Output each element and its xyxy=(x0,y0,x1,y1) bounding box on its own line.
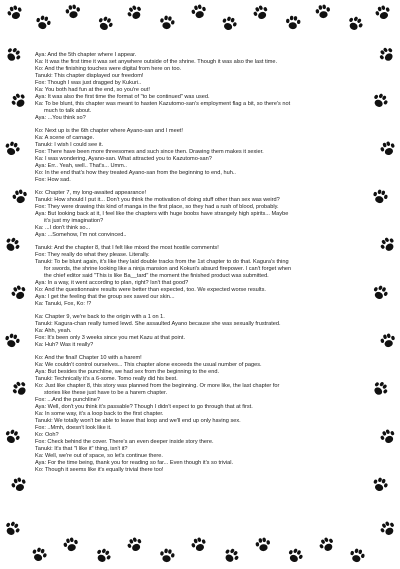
dialogue-line: Tanuki: Kagura-chan really turned lewd. She assaulted Ayano because she was sexually frustrated. xyxy=(35,321,281,327)
dialogue-line-continuation: stories like these just have to be a harem chapter. xyxy=(44,390,168,396)
paw-print-icon xyxy=(346,545,368,567)
paw-print-icon xyxy=(367,376,392,401)
dialogue-line: Aya: ...Somehow, I'm not convinced.. xyxy=(35,232,127,238)
dialogue-line: Fox: ..Mmh, doesn't look like it. xyxy=(35,425,112,431)
paw-print-icon xyxy=(315,533,340,558)
dialogue-line: Ka: ...I don't think so... xyxy=(35,225,91,231)
paw-print-icon xyxy=(0,425,24,449)
paw-print-icon xyxy=(157,13,178,34)
dialogue-line: Ko: Chapter 7, my long-awaited appearance! xyxy=(35,190,147,196)
paw-print-icon xyxy=(343,12,368,37)
paw-print-icon xyxy=(371,1,394,24)
afterword-dialogue xyxy=(35,52,365,480)
dialogue-block xyxy=(35,245,365,308)
paw-print-icon xyxy=(187,533,210,556)
dialogue-line: Tanuki: To be blunt again, it's like they laid double tracks from the 1st chapter to do that. Kagura's thing xyxy=(35,259,289,265)
dialogue-line: Ko: In the end that's how they treated Ayano-san from the beginning to end, huh.. xyxy=(35,170,236,176)
dialogue-block xyxy=(35,314,365,349)
dialogue-line: Tanuki: It's that "I like it" thing, isn't it? xyxy=(35,446,128,452)
paw-print-icon xyxy=(217,12,240,35)
dialogue-line: Aya: I get the feeling that the group sex saved our skin... xyxy=(35,294,175,300)
dialogue-line: Ka: You both had fun at the end, so you're out! xyxy=(35,87,150,93)
dialogue-line: Fox: How sad. xyxy=(35,177,71,183)
dialogue-line: Fox: They really do what they please. Literally. xyxy=(35,252,150,258)
dialogue-line: Ka: To be blunt, this chapter was meant to hasten Kazutomo-san's employment flag a bit, so there's not xyxy=(35,101,291,107)
paw-print-icon xyxy=(123,1,148,26)
dialogue-line-continuation: much to talk about. xyxy=(44,108,92,114)
paw-print-icon xyxy=(32,12,54,34)
dialogue-block xyxy=(35,190,365,239)
paw-print-icon xyxy=(377,330,399,352)
paw-print-icon xyxy=(376,517,400,542)
dialogue-line: Fox: Though I was just dragged by Kukuri.. xyxy=(35,80,142,86)
dialogue-line: Aya: Well, don't you think it's passable? Though I didn't expect to go through that at first. xyxy=(35,404,253,410)
dialogue-line: Ka: It was the first time it was set anywhere outside of the shrine. Though it was also the last time. xyxy=(35,59,278,65)
dialogue-line: Fox: ...And the punchline? xyxy=(35,397,100,403)
paw-print-icon xyxy=(3,1,26,24)
paw-print-icon xyxy=(7,376,32,401)
dialogue-line: Aya: For the time being, thank you for reading so far... Even though it's so trivial. xyxy=(35,460,234,466)
paw-print-icon xyxy=(368,89,393,114)
paw-print-icon xyxy=(9,186,31,208)
dialogue-line: Ko: Ooh? xyxy=(35,432,59,438)
dialogue-line: Aya: But besides the punchline, we had sex from the beginning to the end. xyxy=(35,369,219,375)
dialogue-block xyxy=(35,128,365,184)
paw-print-icon xyxy=(376,425,400,449)
paw-print-icon xyxy=(0,42,25,67)
paw-print-icon xyxy=(63,2,84,23)
dialogue-block xyxy=(35,52,365,122)
paw-print-icon xyxy=(368,473,391,496)
dialogue-line: Ka: Tanuki, Fox, Ko: !? xyxy=(35,301,92,307)
paw-print-icon xyxy=(7,473,30,496)
dialogue-line-continuation: for swords, the shrine looking like a ninja mansion and Kokuri's absurd firepower. I can't forget when xyxy=(44,266,292,272)
paw-print-icon xyxy=(27,543,50,566)
dialogue-line: Ko: Though it seems like it's equally trivial there too! xyxy=(35,467,164,473)
paw-print-icon xyxy=(188,1,210,23)
dialogue-line: Ka: Ahh, yeah. xyxy=(35,328,72,334)
dialogue-line: Fox: They were drawing this kind of manga in the first place, so they had a rush of blood, probably. xyxy=(35,204,279,210)
dialogue-line: Ka: A scene of carnage. xyxy=(35,135,95,141)
dialogue-line: Tanuki: We totally won't be able to leave that loop and we'll end up only having sex. xyxy=(35,418,241,424)
dialogue-line: Tanuki: This chapter displayed our freedom! xyxy=(35,73,144,79)
paw-print-icon xyxy=(60,534,82,556)
dialogue-line: Aya: And the 5th chapter where I appear. xyxy=(35,52,137,58)
dialogue-line: Aya: ...You think so? xyxy=(35,115,86,121)
dialogue-line: Ko: And the questionnaire results were better than expected, too. We expected worse results. xyxy=(35,287,266,293)
dialogue-line: Ka: Well, we're out of space, so let's continue there. xyxy=(35,453,163,459)
paw-print-icon xyxy=(1,330,23,352)
dialogue-line: Ko: And the finishing touches were digital from here on too. xyxy=(35,66,182,72)
dialogue-line: Aya: Err.. Yeah, well.. That's... Umm.. xyxy=(35,163,127,169)
dialogue-line: Tanuki: How should I put it... Don't you think the motivation of doing stuff other than sex was weird? xyxy=(35,197,280,203)
paw-print-icon xyxy=(218,543,243,568)
dialogue-line: Ka: In some way, it's a loop back to the first chapter. xyxy=(35,411,164,417)
dialogue-line: Tanuki: And the chapter 8, that I felt like mixed the most hostile comments! xyxy=(35,245,219,251)
paw-print-icon xyxy=(283,13,303,33)
paw-print-icon xyxy=(374,42,399,67)
dialogue-line: Ko: Next up is the 6th chapter where Ayano-san and I meet! xyxy=(35,128,183,134)
paw-print-icon xyxy=(368,281,392,305)
paw-print-icon xyxy=(6,88,31,113)
paw-print-icon xyxy=(93,12,117,36)
paw-print-icon xyxy=(369,186,391,208)
dialogue-block xyxy=(35,355,365,474)
dialogue-line: Ka: Chapter 9, we're back to the origin with a 1 on 1. xyxy=(35,314,165,320)
paw-print-icon xyxy=(157,546,178,567)
paw-print-icon xyxy=(123,533,147,557)
dialogue-line: Fox: Check behind the cover. There's an even deeper inside story there. xyxy=(35,439,214,445)
dialogue-line: Fox: It's been only 3 weeks since you met Kazu at that point. xyxy=(35,335,186,341)
paw-print-icon xyxy=(376,137,399,160)
paw-print-icon xyxy=(253,535,274,556)
paw-print-icon xyxy=(0,517,24,542)
paw-print-icon xyxy=(375,232,400,257)
dialogue-line: Tanuki: Technically it's a 6-some. Tomo really did his best. xyxy=(35,376,178,382)
dialogue-line: Ko: Just like chapter 8, this story was planned from the beginning. Or more like, the last chapter for xyxy=(35,383,280,389)
paw-print-icon xyxy=(7,281,31,305)
paw-print-icon xyxy=(313,2,334,23)
dialogue-line: Ka: Huh? Was it really? xyxy=(35,342,94,348)
dialogue-line: Aya: In a way, it went according to plan, right? Isn't that good? xyxy=(35,280,189,286)
dialogue-line: Ka: We couldn't control ourselves... This chapter alone exceeds the usual number of pages. xyxy=(35,362,262,368)
paw-print-icon xyxy=(283,544,307,568)
dialogue-line: Ko: And the final! Chapter 10 with a harem! xyxy=(35,355,142,361)
dialogue-line: Tanuki: I wish I could see it. xyxy=(35,142,104,148)
dialogue-line: Aya: It was also the first time the format of "to be continued" was used. xyxy=(35,94,210,100)
dialogue-line-continuation: it's just my imagination? xyxy=(44,218,104,224)
paw-print-icon xyxy=(0,137,23,160)
dialogue-line: Ka: I was wondering, Ayano-san. What attracted you to Kazutomo-san? xyxy=(35,156,212,162)
dialogue-line: Fox: There have been more threesomes and such since then. Drawing them makes it sexier. xyxy=(35,149,264,155)
paw-print-icon xyxy=(249,1,273,25)
dialogue-line: Aya: But looking back at it, I feel like the chapters with huge boobs have strangely high spirits... Maybe xyxy=(35,211,289,217)
paw-print-icon xyxy=(0,232,25,257)
paw-print-icon xyxy=(91,544,116,569)
dialogue-line-continuation: the chief editor said "This is like Ba__tard" the moment the finished product was submitted. xyxy=(44,273,269,279)
